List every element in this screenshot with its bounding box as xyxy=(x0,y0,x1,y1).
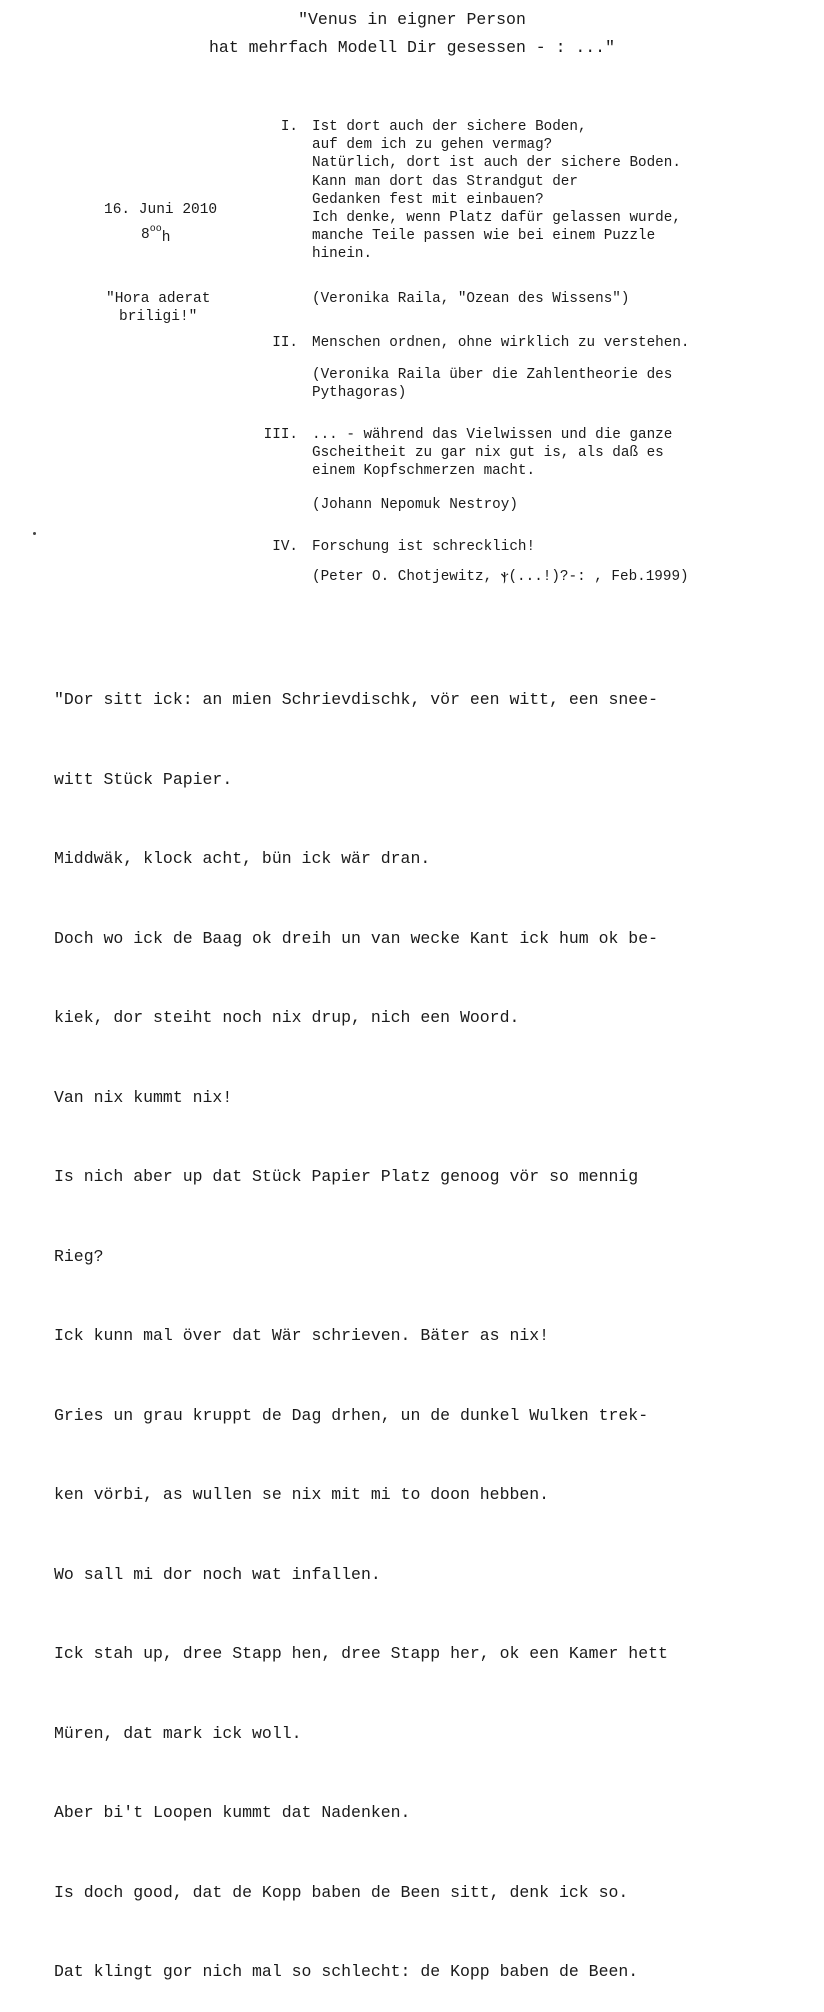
prose-line: Ick kunn mal över dat Wär schrieven. Bäter as nix! xyxy=(54,1326,550,1345)
time-unit: h xyxy=(161,230,171,246)
title-line-2: hat mehrfach Modell Dir gesessen - : ..." xyxy=(209,38,615,57)
quote-text-3: ... - während das Vielwissen und die ganze Gscheitheit zu gar nix gut is, als daß es einem Kopfschmerzen macht. xyxy=(312,427,673,480)
quote-source-1: (Veronika Raila, "Ozean des Wissens") xyxy=(312,291,630,307)
quote-source-3: (Johann Nepomuk Nestroy) xyxy=(312,497,518,513)
prose-line: kiek, dor steiht noch nix drup, nich een Woord. xyxy=(54,1008,520,1027)
motto-line-1: "Hora aderat xyxy=(106,291,211,307)
quote-source-2: (Veronika Raila über die Zahlentheorie des Pythagoras) xyxy=(312,367,673,402)
quote-text-2: Menschen ordnen, ohne wirklich zu verstehen. xyxy=(312,335,690,351)
margin-motto xyxy=(106,290,210,326)
margin-time xyxy=(141,225,170,247)
time-hour: 8 xyxy=(141,227,150,243)
quote-text-1: Ist dort auch der sichere Boden, auf dem ich zu gehen vermag? Natürlich, dort ist auch der sichere Boden. Kann man dort das Strandgut der Gedanken fest mit einbauen? Ich denke, wenn Platz dafür gelassen wurde, manche Teile passen wie bei einem Puzzle hinein. xyxy=(312,119,681,263)
prose-line: Rieg? xyxy=(54,1246,104,1266)
title-line-1: "Venus in eigner Person xyxy=(298,10,526,29)
prose-line: Müren, dat mark ick woll. xyxy=(54,1723,302,1743)
prose-line: Wo sall mi dor noch wat infallen. xyxy=(54,1564,381,1584)
quote-source-4: (Peter O. Chotjewitz, ⲯ(...!)?-: , Feb.1999) xyxy=(312,569,689,585)
motto-line-2: briligi!" xyxy=(119,309,198,325)
time-minutes: oo xyxy=(149,224,162,235)
quote-numeral-1: I. xyxy=(280,119,298,135)
prose-line: Van nix kummt nix! xyxy=(54,1087,233,1107)
quote-numeral-3: III. xyxy=(263,427,298,443)
prose-line: witt Stück Papier. xyxy=(54,769,233,789)
quote-text-4: Forschung ist schrecklich! xyxy=(312,539,536,555)
quote-numeral-2: II. xyxy=(272,335,298,351)
prose-line: Is doch good, dat de Kopp baben de Been sitt, denk ick so. xyxy=(54,1882,629,1902)
prose-line: "Dor sitt ick: an mien Schrievdischk, vör een witt, een snee- xyxy=(54,690,658,709)
prose-line: ken vörbi, as wullen se nix mit mi to doon hebben. xyxy=(54,1485,550,1504)
prose-line: Ick stah up, dree Stapp hen, dree Stapp her, ok een Kamer hett xyxy=(54,1644,668,1663)
prose-line: Gries un grau kruppt de Dag drhen, un de dunkel Wulken trek- xyxy=(54,1405,649,1425)
prose-line: Aber bi't Loopen kummt dat Nadenken. xyxy=(54,1803,411,1822)
prose-body xyxy=(54,634,814,2012)
prose-line: Is nich aber up dat Stück Papier Platz genoog vör so mennig xyxy=(54,1167,639,1186)
prose-line: Doch wo ick de Baag ok dreih un van wecke Kant ick hum ok be- xyxy=(54,928,658,948)
margin-date: 16. Juni 2010 xyxy=(104,202,218,218)
quote-numeral-4: IV. xyxy=(272,539,298,555)
prose-line: Dat klingt gor nich mal so schlecht: de Kopp baben de Been. xyxy=(54,1962,639,1981)
stray-dot xyxy=(33,532,36,535)
prose-line: Middwäk, klock acht, bün ick wär dran. xyxy=(54,849,431,868)
